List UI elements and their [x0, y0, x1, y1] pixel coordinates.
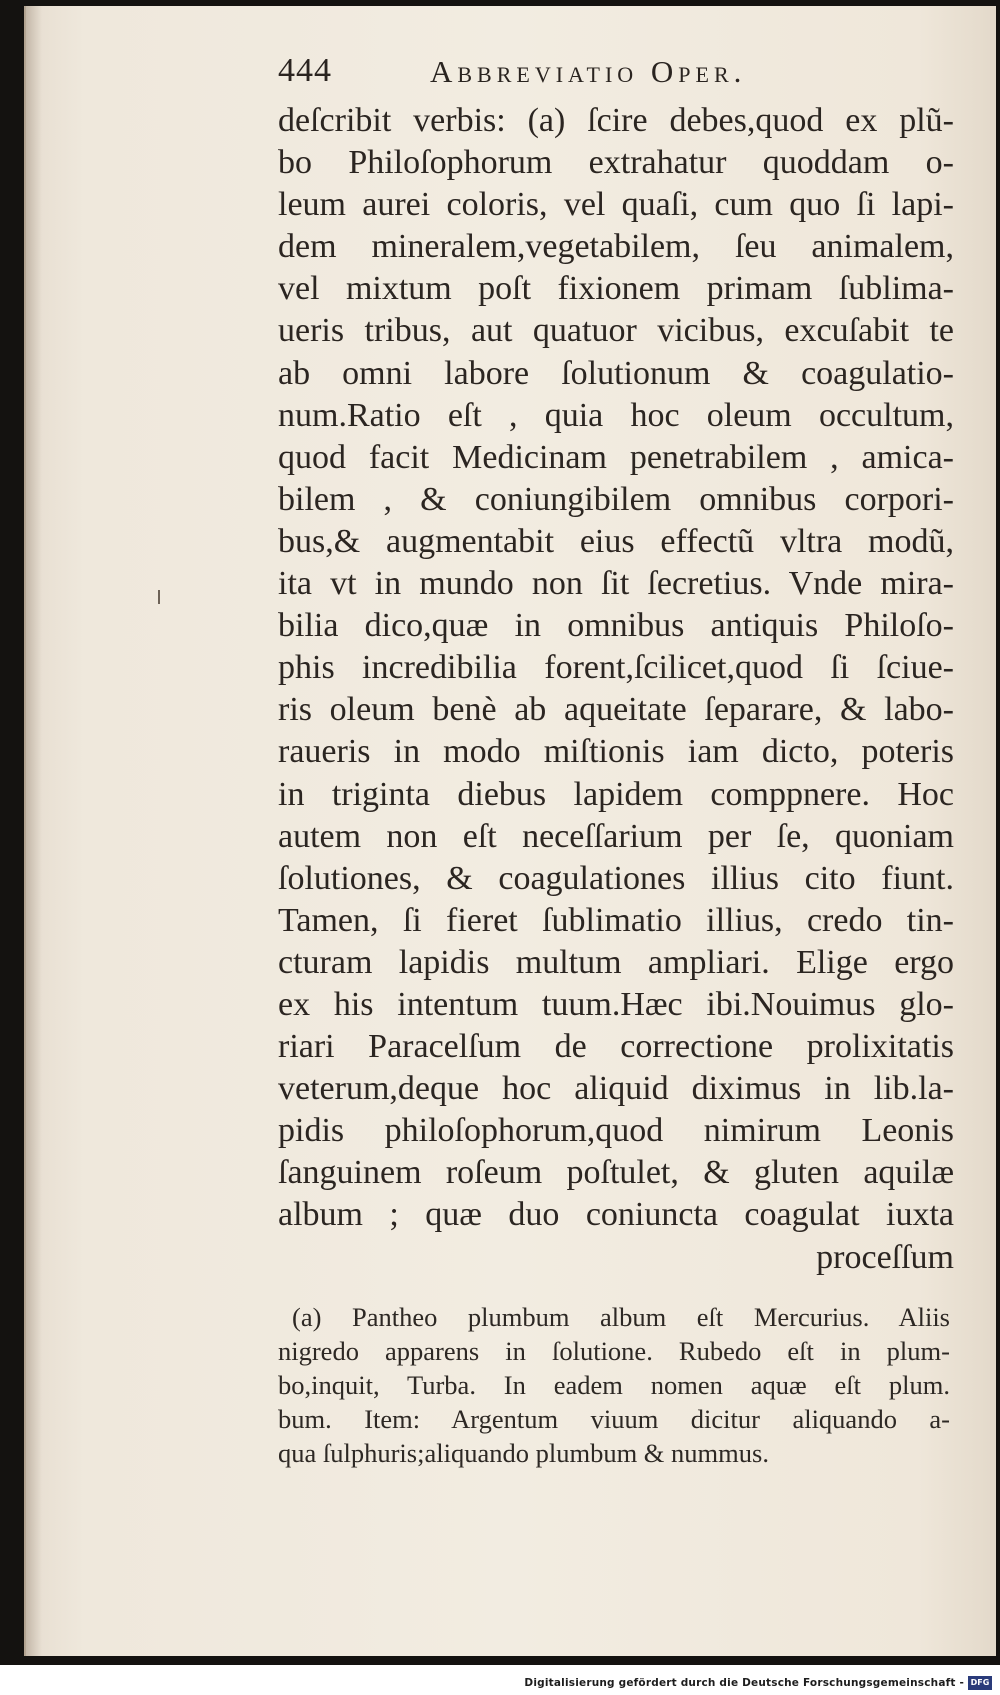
- text-line: pidis philoſophorum,quod nimirum Leonis: [278, 1112, 954, 1150]
- main-text-block: [278, 100, 954, 1279]
- text-line: dem mineralem,vegetabilem, ſeu animalem,: [278, 228, 954, 266]
- footnote-block: [278, 1300, 950, 1470]
- text-line: ris oleum benè ab aqueitate ſeparare, & labo-: [278, 691, 954, 729]
- running-head: Abbreviatio Oper.: [430, 54, 747, 89]
- page-gutter-shadow: [24, 6, 42, 1656]
- text-line: cturam lapidis multum ampliari. Elige ergo: [278, 943, 954, 981]
- text-line: autem non eſt neceſſarium per ſe, quoniam: [278, 817, 954, 855]
- text-line: num.Ratio eſt , quia hoc oleum occultum,: [278, 396, 954, 434]
- footnote-line: bo,inquit, Turba. In eadem nomen aquæ eſt plum.: [278, 1370, 950, 1400]
- text-line: raueris in modo miſtionis iam dicto, poteris: [278, 733, 954, 771]
- page-number: 444: [278, 52, 332, 89]
- text-line: ita vt in mundo non ſit ſecretius. Vnde mira-: [278, 565, 954, 603]
- text-line: quod facit Medicinam penetrabilem , amica-: [278, 438, 954, 476]
- text-line: bo Philoſophorum extrahatur quoddam o-: [278, 144, 954, 182]
- text-line: ſolutiones, & coagulationes illius cito fiunt.: [278, 859, 954, 897]
- text-line: ex his intentum tuum.Hæc ibi.Nouimus glo-: [278, 985, 954, 1023]
- digitization-credit: Digitalisierung gefördert durch die Deutsche Forschungsgemeinschaft -: [524, 1677, 964, 1689]
- text-line: veterum,deque hoc aliquid diximus in lib.la-: [278, 1070, 954, 1108]
- text-line: ſanguinem roſeum poſtulet, & gluten aquilæ: [278, 1154, 954, 1192]
- footnote-line: bum. Item: Argentum viuum dicitur aliquando a-: [278, 1404, 950, 1434]
- text-line: bilem , & coniungibilem omnibus corpori-: [278, 480, 954, 518]
- text-line: deſcribit verbis: (a) ſcire debes,quod ex plũ-: [278, 102, 954, 139]
- dfg-logo: DFG: [968, 1676, 992, 1690]
- footnote-line: qua ſulphuris;aliquando plumbum & nummus.: [278, 1438, 769, 1468]
- text-line: ueris tribus, aut quatuor vicibus, excuſabit te: [278, 312, 954, 350]
- text-line: album ; quæ duo coniuncta coagulat iuxta: [278, 1196, 954, 1234]
- text-line: riari Paracelſum de correctione prolixitatis: [278, 1028, 954, 1066]
- page-header: [278, 52, 958, 96]
- text-line: bus,& augmentabit eius effectũ vltra modũ,: [278, 522, 954, 560]
- text-line: Tamen, ſi fieret ſublimatio illius, credo tin-: [278, 901, 954, 939]
- catchword: proceſſum: [816, 1238, 954, 1276]
- text-line: bilia dico,quæ in omnibus antiquis Philoſo-: [278, 607, 954, 645]
- text-line: in triginta diebus lapidem comppnere. Hoc: [278, 775, 954, 813]
- text-line: leum aurei coloris, vel quaſi, cum quo ſi lapi-: [278, 186, 954, 224]
- text-line: phis incredibilia forent,ſcilicet,quod ſi ſciue-: [278, 649, 954, 687]
- text-line: vel mixtum poſt fixionem primam ſublima-: [278, 270, 954, 308]
- footnote-line: (a) Pantheo plumbum album eſt Mercurius. Aliis: [292, 1302, 950, 1332]
- footnote-line: nigredo apparens in ſolutione. Rubedo eſt in plum-: [278, 1336, 950, 1366]
- text-line: ab omni labore ſolutionum & coagulatio-: [278, 354, 954, 392]
- margin-mark: [158, 590, 160, 604]
